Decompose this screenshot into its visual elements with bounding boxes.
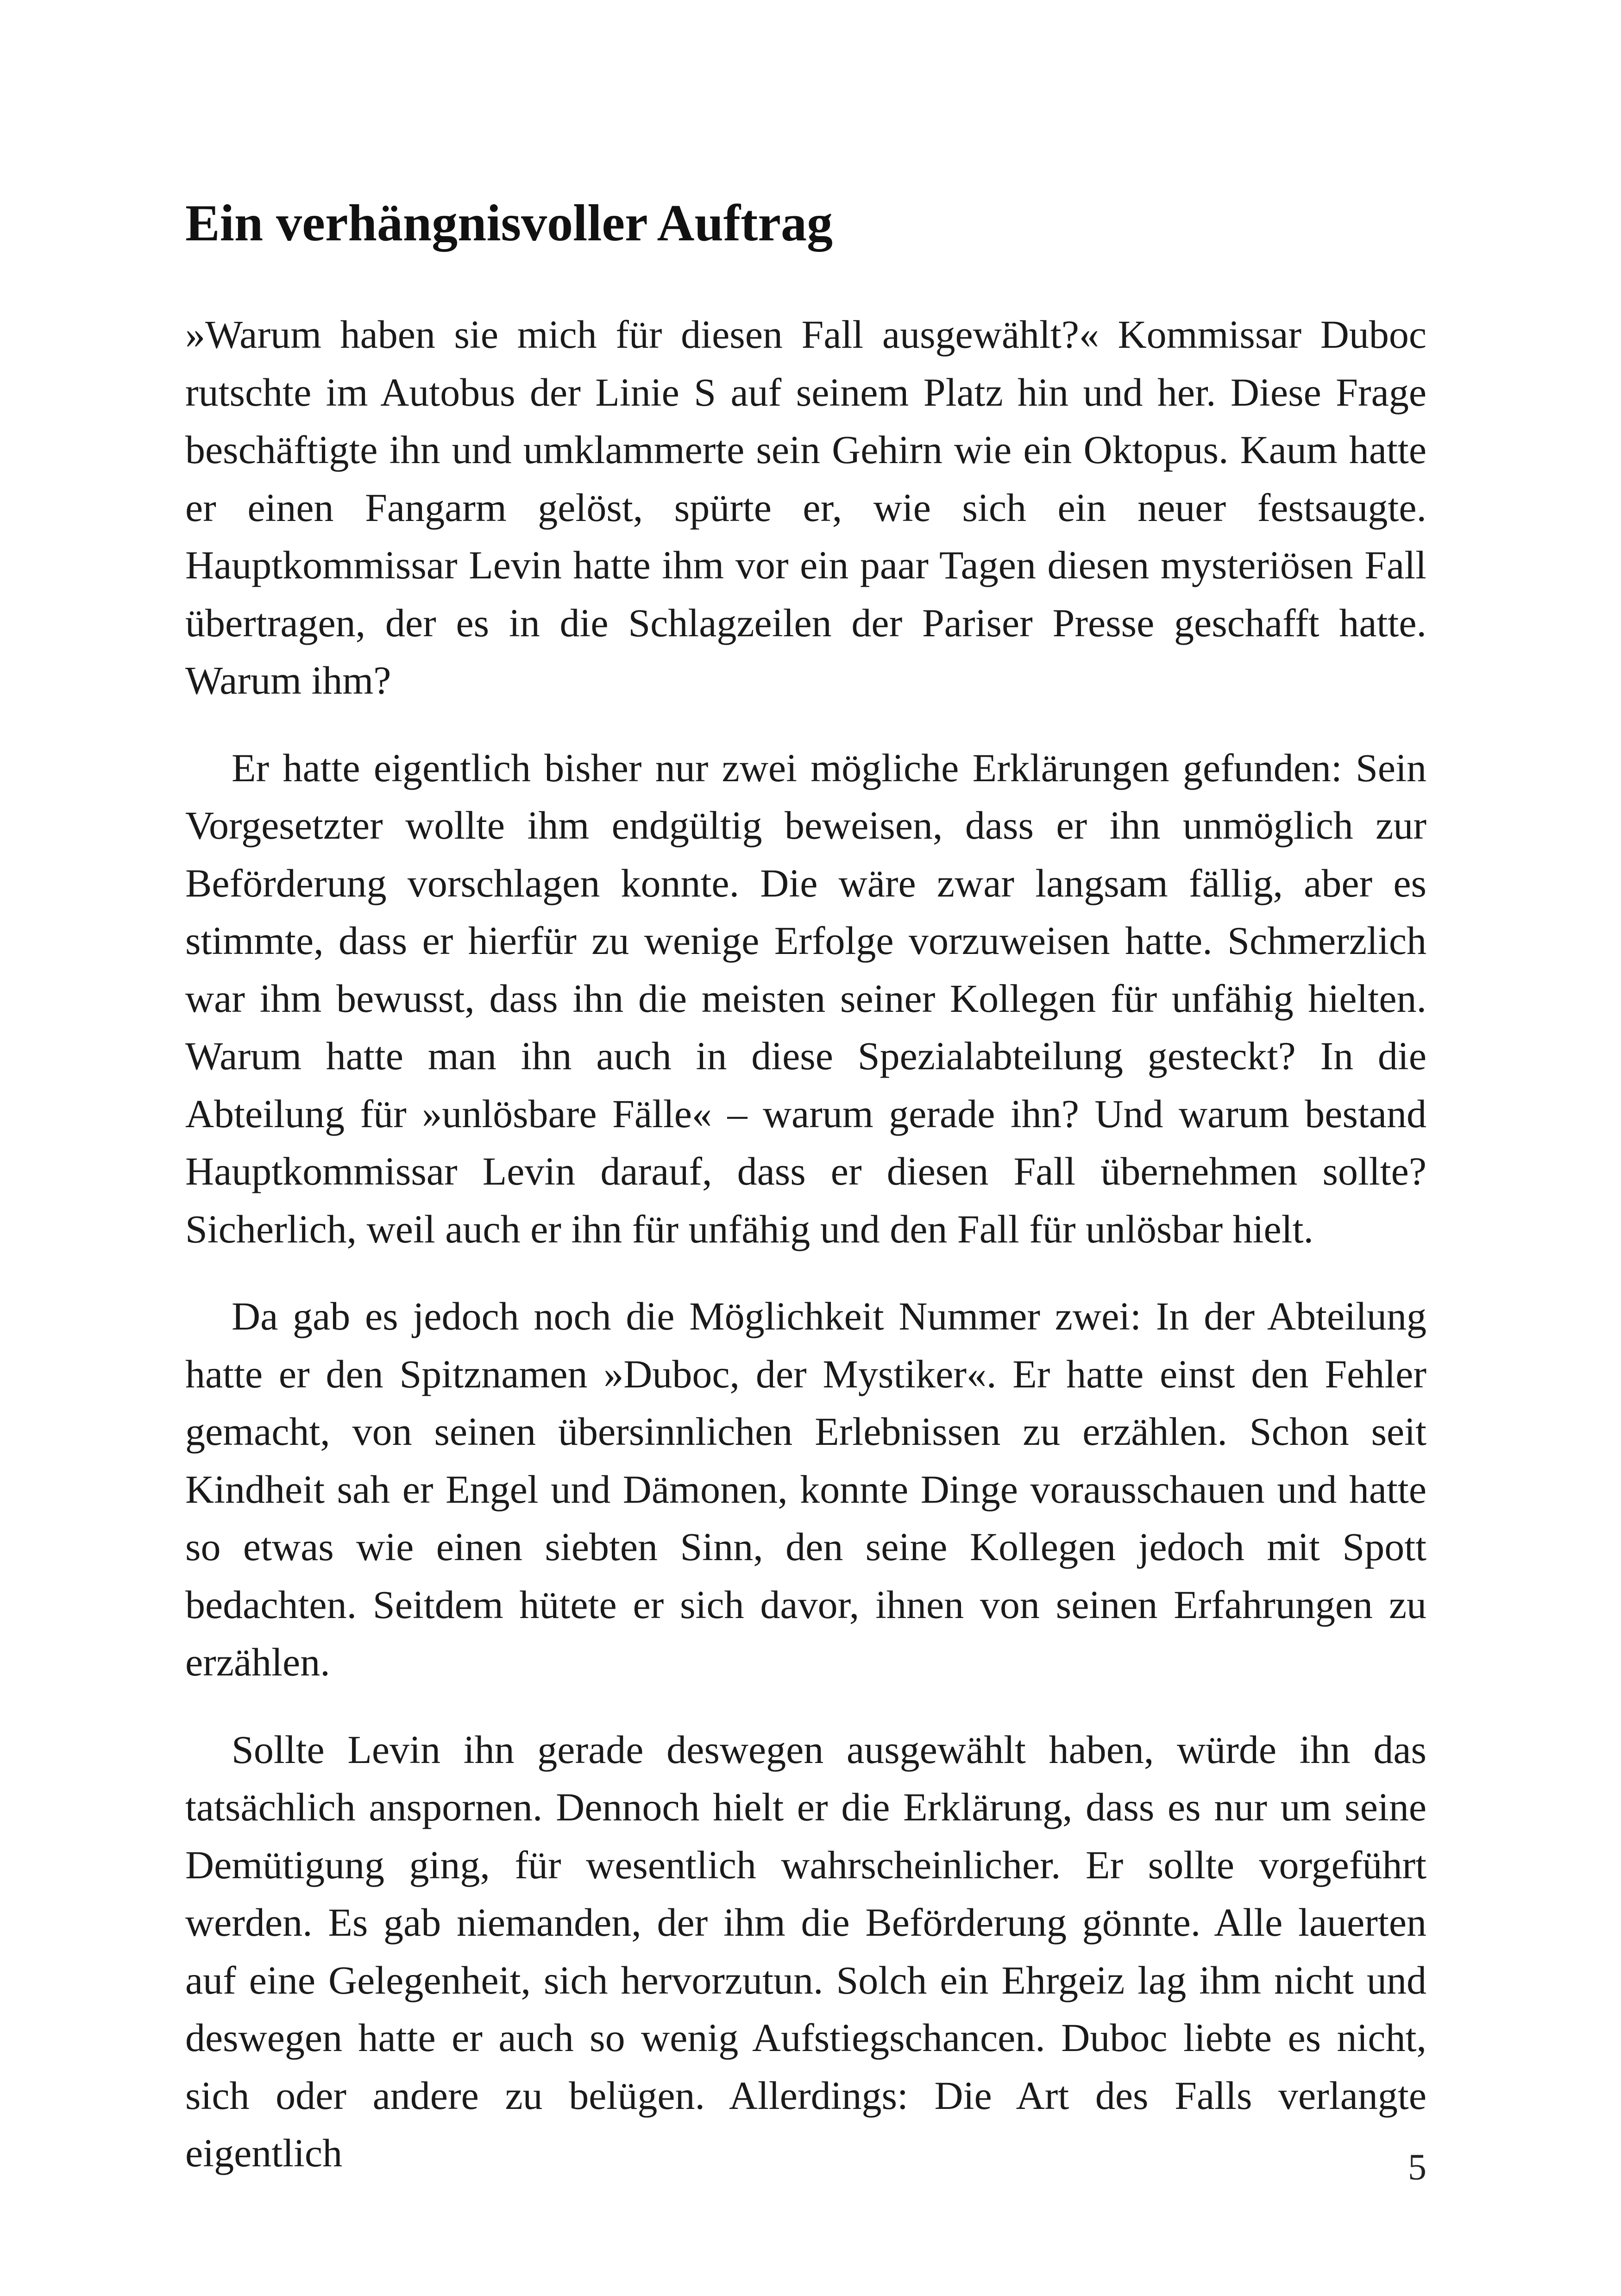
chapter-title: Ein verhängnisvoller Auftrag xyxy=(185,194,833,252)
page-number: 5 xyxy=(1408,2147,1426,2188)
paragraph-3: Da gab es jedoch noch die Möglichkeit Nummer zwei: In der Abteilung hatte er den Spitznamen »Duboc, der Mystiker«. Er hatte einst den Fehler gemacht, von seinen übersinnlichen Erlebnissen zu erzählen. Schon seit Kindheit sah er Engel und Dämonen, konnte Dinge vorausschauen und hatte so etwas wie einen siebten Sinn, den seine Kollegen jedoch mit Spott bedachten. Seitdem hütete er sich davor, ihnen von seinen Erfahrungen zu erzählen. xyxy=(185,1294,1426,1684)
paragraph-1: »Warum haben sie mich für diesen Fall ausgewählt?« Kommissar Duboc rutschte im Autobus der Linie S auf seinem Platz hin und her. Diese Frage beschäftigte ihn und umklammerte sein Gehirn wie ein Oktopus. Kaum hatte er einen Fangarm gelöst, spürte er, wie sich ein neuer festsaugte. Hauptkommissar Levin hatte ihm vor ein paar Tagen diesen mysteriösen Fall übertragen, der es in die Schlagzeilen der Pariser Presse geschafft hatte. Warum ihm? xyxy=(185,312,1426,703)
body-text xyxy=(185,306,1426,2212)
paragraph-4: Sollte Levin ihn gerade deswegen ausgewählt haben, würde ihn das tatsächlich anspornen. Dennoch hielt er die Erklärung, dass es nur um seine Demütigung ging, für wesentlich wahrscheinlicher. Er sollte vorgeführt werden. Es gab niemanden, der ihm die Beförderung gönnte. Alle lauerten auf eine Gelegenheit, sich hervorzutun. Solch ein Ehrgeiz lag ihm nicht und deswegen hatte er auch so wenig Aufstiegschancen. Duboc liebte es nicht, sich oder andere zu belügen. Allerdings: Die Art des Falls verlangte eigentlich xyxy=(185,1727,1426,2175)
paragraph-2: Er hatte eigentlich bisher nur zwei mögliche Erklärungen gefunden: Sein Vorgesetzter wollte ihm endgültig beweisen, dass er ihn unmöglich zur Beförderung vorschlagen konnte. Die wäre zwar langsam fällig, aber es stimmte, dass er hierfür zu wenige Erfolge vorzuweisen hatte. Schmerzlich war ihm bewusst, dass ihn die meisten seiner Kollegen für unfähig hielten. Warum hatte man ihn auch in diese Spezialabteilung gesteckt? In die Abteilung für »unlösbare Fälle« – warum gerade ihn? Und warum bestand Hauptkommissar Levin darauf, dass er diesen Fall übernehmen sollte? Sicherlich, weil auch er ihn für unfähig und den Fall für unlösbar hielt. xyxy=(185,745,1426,1251)
